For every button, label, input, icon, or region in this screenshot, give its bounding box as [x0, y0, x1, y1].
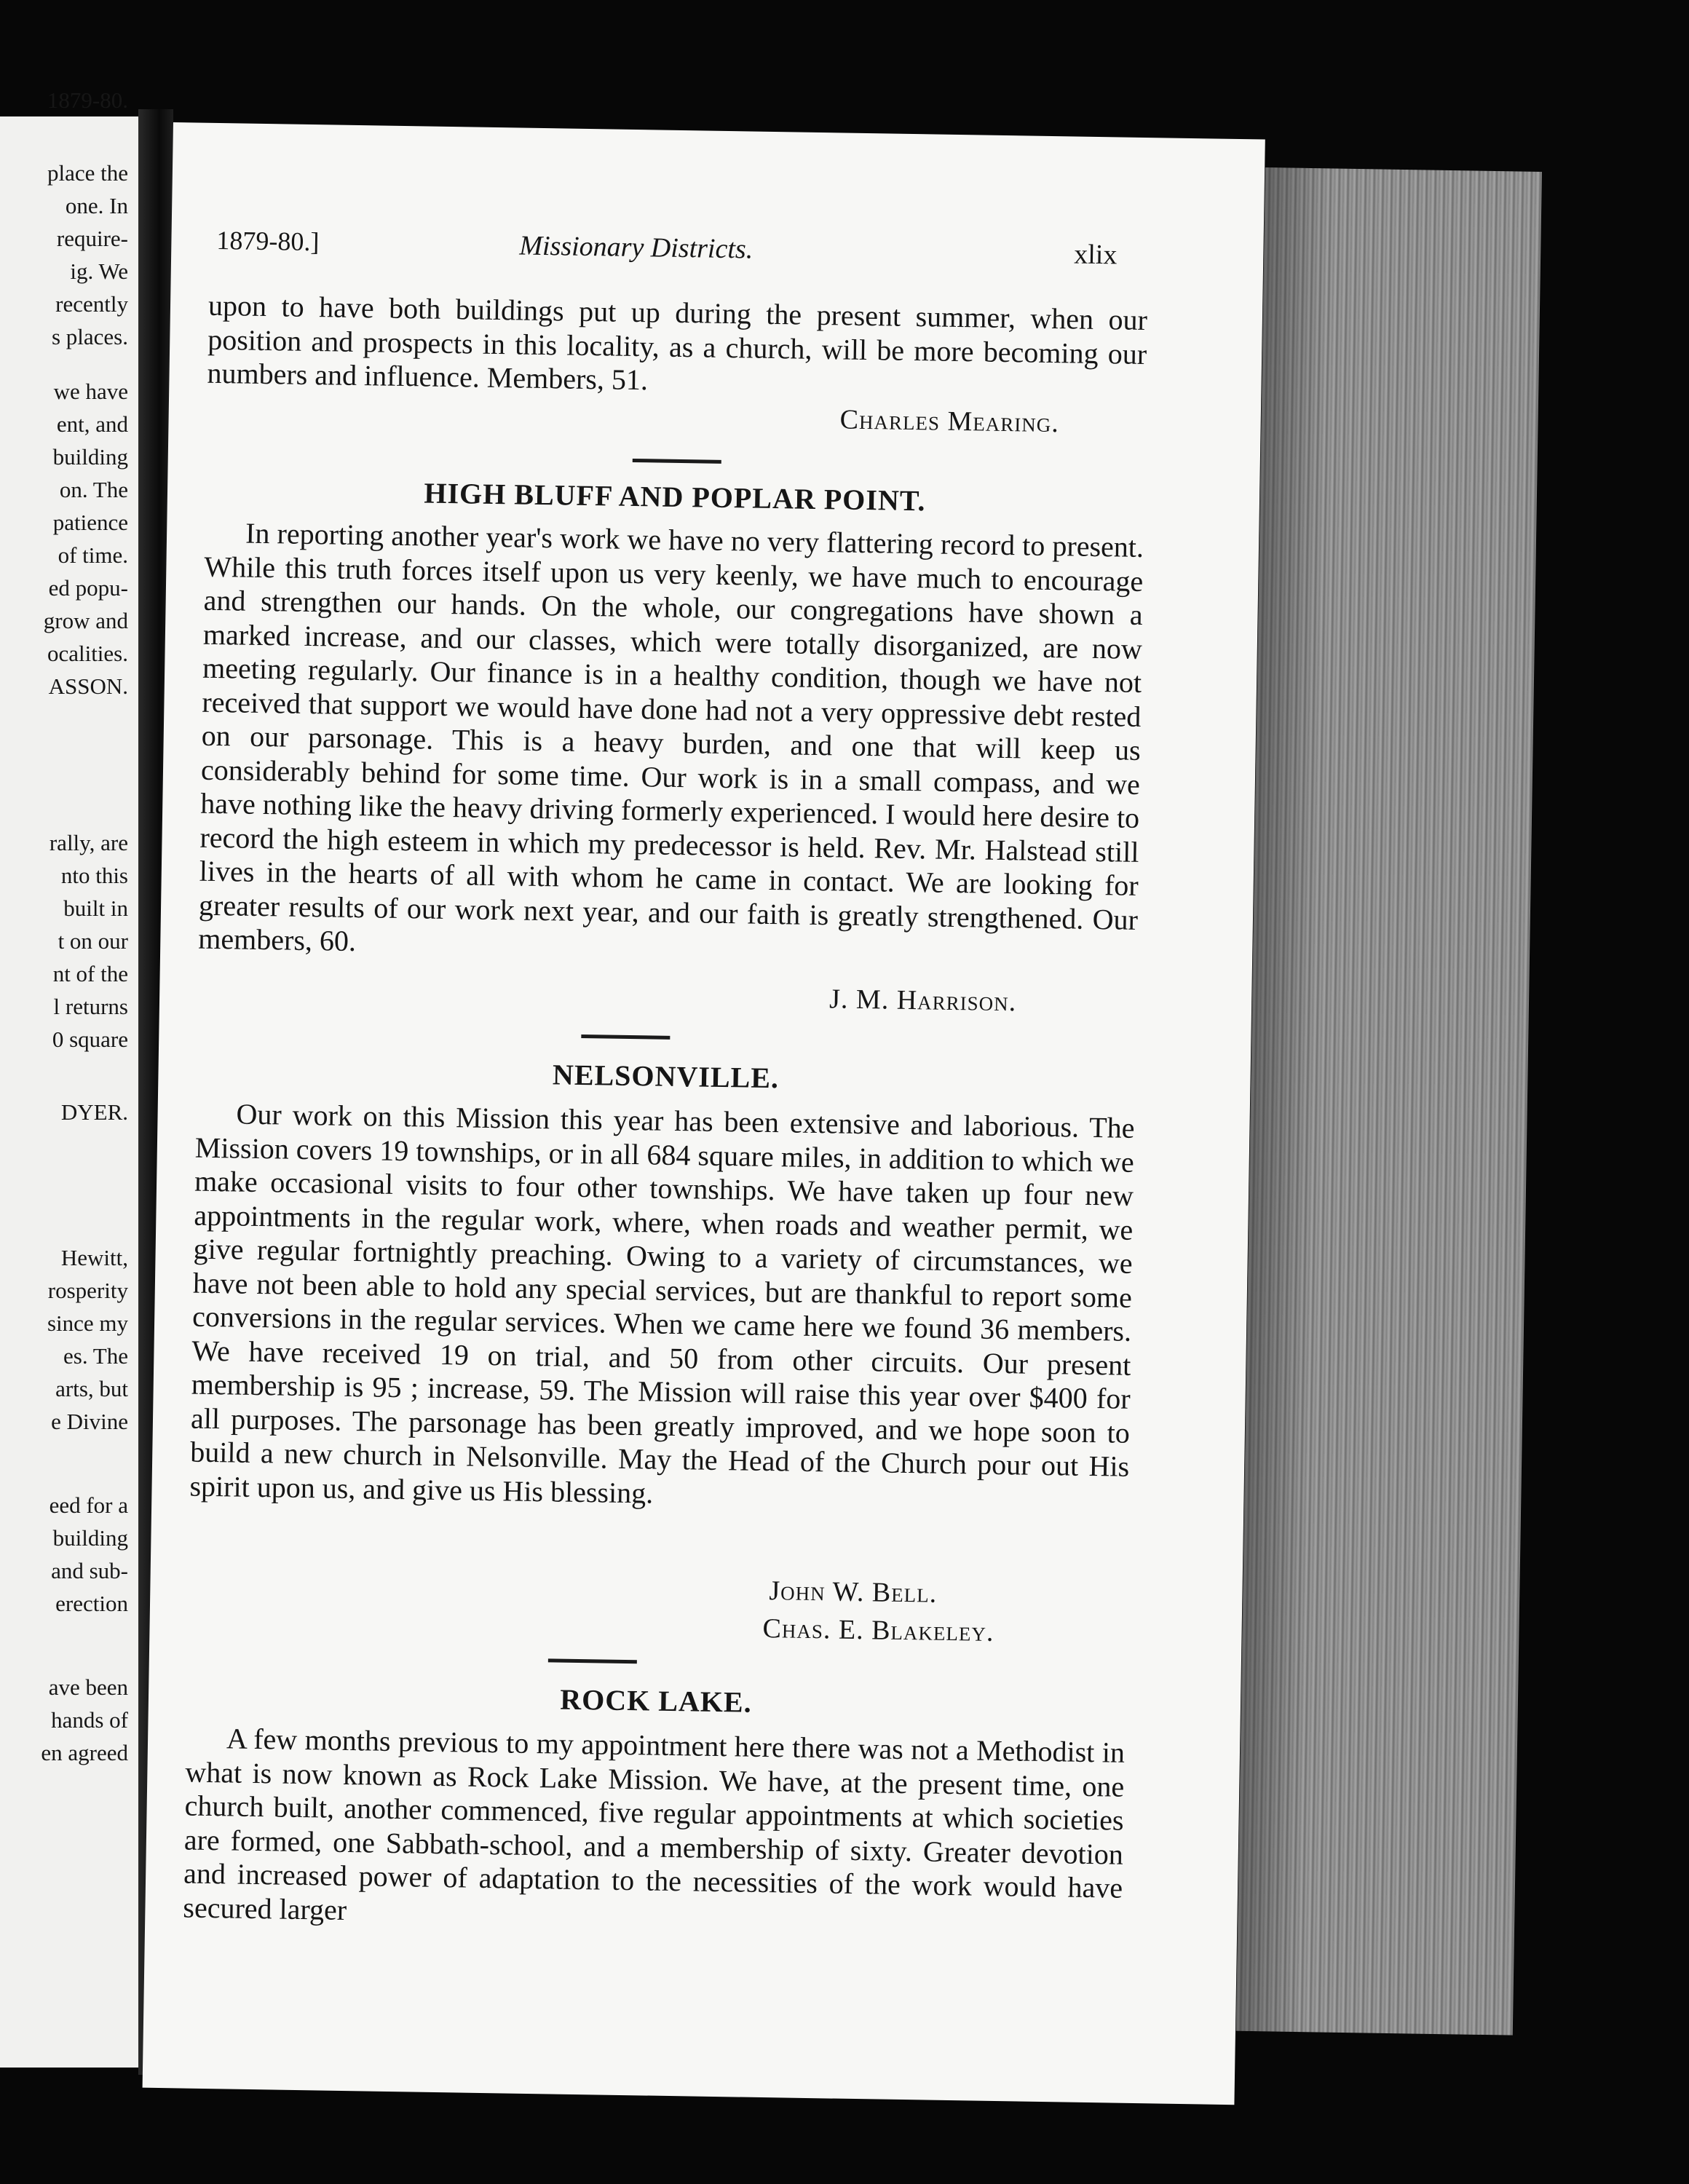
- section-divider: [548, 1658, 637, 1663]
- previous-page-fragment: [0, 87, 138, 2068]
- section-paragraph-rock-lake: A few months previous to my appointment here there was not a Methodist in what is now known as Rock Lake Mission. We have, at the present time, one church built, another commenced, five regular appointments at which societies are formed, one Sabbath-school, and a membership of sixty. Greater devotion and increased power of adaptation to the necessities of the work would have secured larger: [183, 1722, 1126, 1926]
- left-page-line: recently: [55, 291, 128, 317]
- left-page-line: ig. We: [70, 258, 128, 284]
- section-heading-rock-lake: ROCK LAKE.: [560, 1682, 753, 1719]
- left-page-line: since my: [47, 1310, 128, 1336]
- left-page-line: building: [52, 1525, 128, 1551]
- section-heading-nelsonville: NELSONVILLE.: [552, 1058, 780, 1095]
- left-page-line: hands of: [51, 1707, 128, 1733]
- running-head-year: 1879-80.]: [216, 225, 320, 257]
- left-page-line: 1879-80.: [47, 87, 128, 113]
- signature-bell: John W. Bell.: [769, 1575, 938, 1609]
- left-page-line: one. In: [65, 193, 128, 218]
- left-page-line: ed popu-: [48, 575, 128, 601]
- left-page-line: Hewitt,: [60, 1245, 128, 1270]
- left-page-line: ave been: [48, 1674, 128, 1700]
- section-heading-high-bluff: HIGH BLUFF AND POPLAR POINT.: [424, 476, 926, 518]
- left-page-line: of time.: [58, 542, 128, 568]
- left-page-line: es. The: [63, 1343, 128, 1369]
- section-paragraph-nelsonville: Our work on this Mission this year has been extensive and laborious. The Mission covers 19 townships, or in all 684 square miles, in addition to which we make occasional visits to four other townships. We have taken up four new appointments in the regular work, where, when roads and weather permit, we give regular fortnightly preaching. Owing to a variety of circumstances, we have not been able to hold any special services, but are thankful to report some conversions in the regular services. When we came here we found 36 members. We have received 19 on trial, and 50 from other circuits. Our present membership is 95 ; increase, 59. The Mission will raise this year over $400 for all purposes. The parsonage has been greatly improved, and we hope soon to build a new church in Nelsonville. May the Head of the Church pour out His spirit upon us, and give us His blessing.: [189, 1097, 1135, 1510]
- left-page-line: erection: [55, 1591, 128, 1616]
- left-page-line: l returns: [53, 994, 128, 1019]
- left-page-line: arts, but: [55, 1376, 128, 1401]
- intro-signature: Charles Mearing.: [839, 404, 1060, 439]
- left-page-line: ASSON.: [48, 673, 128, 699]
- section-paragraph-high-bluff: In reporting another year's work we have no very flattering record to present. While this truth forces itself upon us very keenly, we have much to encourage and strengthen our hands. On the whole, our congregations have shown a marked increase, and our classes, which were totally disorganized, are now meeting regularly. Our finance is in a healthy condition, though we have not received that support we would have done had not a very oppressive debt rested on our parsonage. This is a heavy burden, and one that will keep us considerably behind for some time. Our work is in a small compass, and we have nothing like the heavy driving formerly experienced. I would here desire to record the high esteem in which my predecessor is held. Rev. Mr. Halstead still lives in the hearts of all with whom he came in contact. We are looking for greater results of our work next year, and our faith is greatly strengthened. Our members, 60.: [198, 516, 1144, 958]
- left-page-line: place the: [47, 160, 128, 186]
- left-page-line: we have: [53, 379, 128, 404]
- book-page: [143, 122, 1265, 2105]
- left-page-line: built in: [63, 895, 128, 921]
- signature-harrison: J. M. Harrison.: [828, 984, 1017, 1018]
- section-divider: [581, 1034, 670, 1040]
- left-page-line: e Divine: [51, 1409, 128, 1434]
- left-page-line: building: [52, 444, 128, 470]
- page-number: xlix: [1073, 239, 1118, 271]
- left-page-line: 0 square: [52, 1026, 128, 1052]
- left-page-line: rally, are: [49, 830, 128, 855]
- left-page-line: en agreed: [41, 1740, 128, 1765]
- left-page-line: on. The: [59, 477, 128, 502]
- signature-blakeley: Chas. E. Blakeley.: [762, 1613, 994, 1647]
- left-page-line: eed for a: [49, 1492, 128, 1518]
- left-page-line: nt of the: [52, 961, 128, 986]
- running-head-title: Missionary Districts.: [519, 230, 753, 265]
- left-page-line: s places.: [51, 324, 128, 349]
- left-page-line: grow and: [43, 608, 128, 633]
- left-page-line: nto this: [60, 863, 128, 888]
- left-page-line: rosperity: [47, 1278, 128, 1303]
- section-divider: [633, 459, 721, 464]
- left-page-line: DYER.: [60, 1099, 128, 1125]
- left-page-line: ent, and: [56, 411, 128, 437]
- left-page-line: ocalities.: [47, 641, 128, 666]
- left-page-line: and sub-: [51, 1558, 128, 1583]
- intro-paragraph: upon to have both buildings put up during the present summer, when our position and prospects in this locality, as a church, will be more becoming our numbers and influence. Members, 51.: [207, 288, 1148, 397]
- left-page-line: require-: [56, 226, 128, 251]
- left-page-line: t on our: [58, 928, 128, 954]
- left-page-line: patience: [52, 510, 128, 535]
